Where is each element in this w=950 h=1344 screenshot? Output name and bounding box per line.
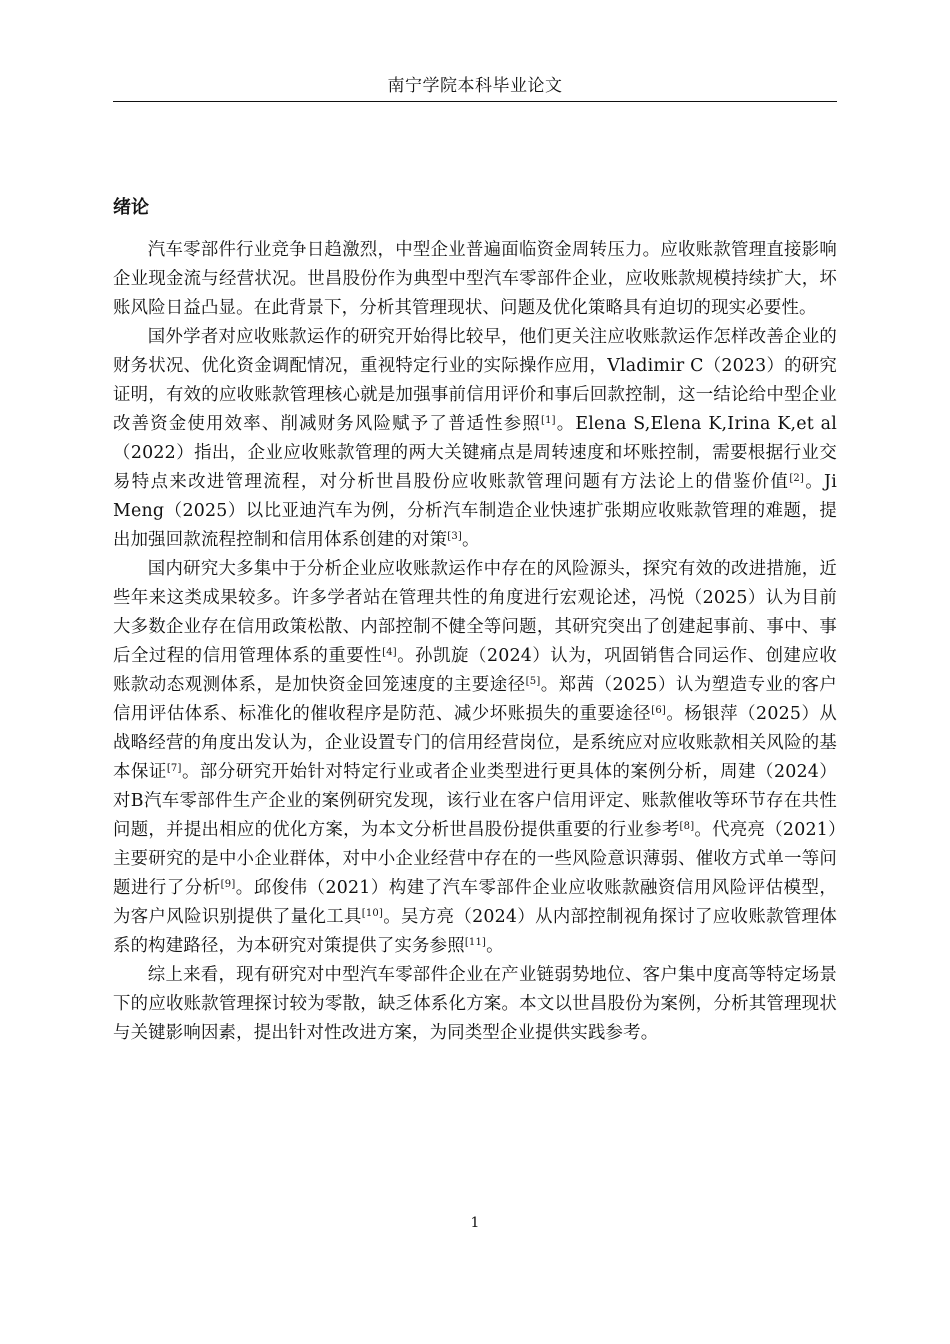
paragraph: [113, 555, 837, 961]
paragraph-text: 。Ji Meng（2025）以比亚迪汽车为例，分析汽车制造企业快速扩张期应收账款管理的难题，提出加强回款流程控制和信用体系创建的对策: [113, 472, 837, 550]
paragraph-text: 。部分研究开始针对特定行业或者企业类型进行更具体的案例分析，周建（2024）对B汽车零部件生产企业的案例研究发现，该行业在客户信用评定、账款催收等环节存在共性问题，并提出相应的优化方案，为本文分析世昌股份提供重要的行业参考: [113, 762, 837, 840]
body-text: [113, 236, 837, 1048]
citation-marker: [8]: [679, 821, 695, 832]
paragraph-text: 。Elena S,Elena K,Irina K,et al（2022）指出，企业应收账款管理的两大关键痛点是周转速度和坏账控制，需要根据行业交易特点来改进管理流程，对分析世昌股份应收账款管理问题有方法论上的借鉴价值: [113, 414, 837, 492]
paragraph-text: 。邱俊伟（2021）构建了汽车零部件企业应收账款融资信用风险评估模型，为客户风险识别提供了量化工具: [113, 878, 838, 927]
paragraph-text: 综上来看，现有研究对中型汽车零部件企业在产业链弱势地位、客户集中度高等特定场景下的应收账款管理探讨较为零散，缺乏体系化方案。本文以世昌股份为案例，分析其管理现状与关键影响因素，提出针对性改进方案，为同类型企业提供实践参考。: [113, 965, 837, 1043]
paragraph-text: 。吴方亮（2024）从内部控制视角探讨了应收账款管理体系的构建路径，为本研究对策提供了实务参照: [113, 907, 837, 956]
paragraph-text: 国内研究大多集中于分析企业应收账款运作中存在的风险源头，探究有效的改进措施，近些年来这类成果较多。许多学者站在管理共性的角度进行宏观论述，冯悦（2025）认为目前大多数企业存在信用政策松散、内部控制不健全等问题，其研究突出了创建起事前、事中、事后全过程的信用管理体系的重要性: [113, 559, 837, 666]
citation-marker: [3]: [447, 531, 462, 542]
paragraph: [113, 323, 837, 555]
paragraph-text: 。杨银萍（2025）从战略经营的角度出发认为，企业设置专门的信用经营岗位，是系统应对应收账款相关风险的基本保证: [113, 704, 837, 782]
paragraph-text: 国外学者对应收账款运作的研究开始得比较早，他们更关注应收账款运作怎样改善企业的财务状况、优化资金调配情况，重视特定行业的实际操作应用，Vladimir C（2023）的研究证明，有效的应收账款管理核心就是加强事前信用评价和事后回款控制，这一结论给中型企业改善资金使用效率、削减财务风险赋予了普适性参照: [113, 327, 837, 434]
header-rule: [113, 101, 837, 102]
running-header: 南宁学院本科毕业论文: [387, 76, 563, 96]
citation-marker: [5]: [525, 676, 541, 687]
paragraph: [113, 236, 837, 323]
citation-marker: [11]: [464, 937, 487, 948]
citation-marker: [2]: [789, 473, 805, 484]
section-title: 绪论: [113, 197, 149, 218]
citation-marker: [10]: [361, 908, 384, 919]
paragraph-text: 。: [462, 530, 480, 550]
citation-marker: [6]: [651, 705, 666, 716]
paragraph-text: 。代亮亮（2021）主要研究的是中小企业群体，对中小企业经营中存在的一些风险意识薄弱、催收方式单一等问题进行了分析: [113, 820, 837, 898]
page-number: 1: [470, 1215, 480, 1231]
paragraph-text: 。: [486, 936, 504, 956]
citation-marker: [7]: [166, 763, 182, 774]
paragraph-text: 汽车零部件行业竞争日趋激烈，中型企业普遍面临资金周转压力。应收账款管理直接影响企业现金流与经营状况。世昌股份作为典型中型汽车零部件企业，应收账款规模持续扩大，坏账风险日益凸显。在此背景下，分析其管理现状、问题及优化策略具有迫切的现实必要性。: [113, 240, 837, 318]
citation-marker: [9]: [220, 879, 236, 890]
paragraph: [113, 961, 837, 1048]
paragraph-text: 。孙凯旋（2024）认为，巩固销售合同运作、创建应收账款动态观测体系，是加快资金回笼速度的主要途径: [113, 646, 837, 695]
citation-marker: [1]: [541, 415, 556, 426]
paragraph-text: 。郑茜（2025）认为塑造专业的客户信用评估体系、标准化的催收程序是防范、减少坏账损失的重要途径: [113, 675, 838, 724]
citation-marker: [4]: [382, 647, 397, 658]
